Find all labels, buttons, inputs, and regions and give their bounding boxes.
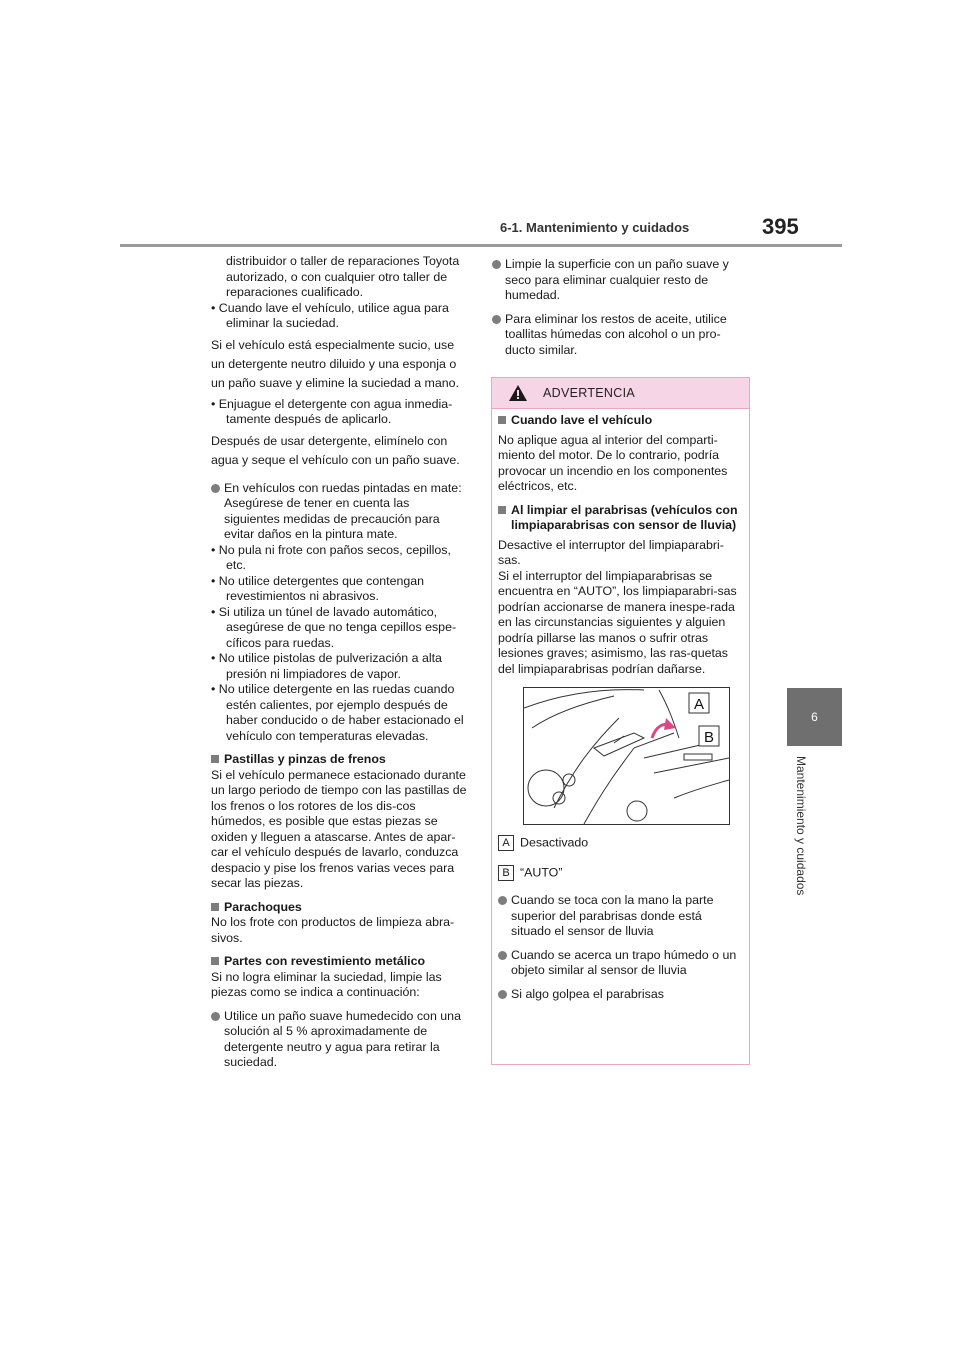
legend-text-b: “AUTO” [520,865,563,880]
section-heading: Parachoques [211,900,467,916]
warning-text: Si el interruptor del limpiaparabrisas se encuentra en “AUTO”, los limpiaparabri-sas podrían accionarse de manera inespe-rada en las circunstancias siguientes y alguien podría pillarse las manos o sufrir otras lesiones graves; asimismo, las ras-quetas del limpiaparabrisas podrían dañarse. [498,568,737,676]
legend-item-a [498,835,742,851]
dash-item: • Si utiliza un túnel de lavado automático, asegúrese de que no tenga cepillos espe-cíficos para ruedas. [211,604,457,650]
warning-header [492,378,749,409]
right-column [492,257,748,358]
page-number: 395 [762,214,799,239]
warning-heading: Cuando lave el vehículo [498,413,742,429]
legend-key-b: B [498,865,514,881]
bullet-item: Utilice un paño suave humedecido con una solución al 5 % aproximadamente de detergente neutro y agua para retirar la suciedad. [211,1009,467,1071]
text-paragraph: No los frote con productos de limpieza abra-sivos. [211,915,455,945]
wiper-switch-illustration [523,687,730,825]
text-paragraph: Si el vehículo está especialmente sucio, use un detergente neutro diluido y una esponja o un paño suave y elimine la suciedad a mano. [211,337,459,390]
dash-item: • Cuando lave el vehículo, utilice agua para eliminar la suciedad. [211,300,449,330]
legend-text-a: Desactivado [520,835,589,850]
chapter-label: Mantenimiento y cuidados [794,756,808,896]
text-paragraph: distribuidor o taller de reparaciones Toyota autorizado, o con cualquier otro taller de reparaciones cualificado. [226,254,460,299]
legend-item-b [498,865,742,881]
text-paragraph: Después de usar detergente, elimínelo con agua y seque el vehículo con un paño suave. [211,433,460,467]
warning-bullet: Si algo golpea el parabrisas [498,987,742,1003]
text-paragraph: Si el vehículo permanece estacionado durante un largo periodo de tiempo con las pastillas de los frenos o los rotores de los dis-cos húmedos, es posible que estas piezas se oxiden y lleguen a atascarse. Antes de apar-car el vehículo después de lavarlo, conduzca despacio y pise los frenos varias veces para secar las piezas. [211,767,467,890]
warning-box [491,377,750,1065]
dash-item: • Enjuague el detergente con agua inmedia-tamente después de aplicarlo. [211,396,453,426]
dash-item: • No utilice pistolas de pulverización a alta presión ni limpiadores de vapor. [211,651,442,681]
warning-heading: Al limpiar el parabrisas (vehículos con limpiaparabrisas con sensor de lluvia) [498,503,742,534]
warning-text: Desactive el interruptor del limpiaparabri-sas. [498,537,724,567]
warning-bullet: Cuando se acerca un trapo húmedo o un objeto similar al sensor de lluvia [498,948,742,979]
section-title: 6-1. Mantenimiento y cuidados [500,220,690,235]
left-column [211,254,467,1071]
figure-label-b: B [703,729,715,746]
section-heading: Pastillas y pinzas de frenos [211,752,467,768]
warning-bullet: Cuando se toca con la mano la parte superior del parabrisas donde está situado el sensor de lluvia [498,893,742,940]
dash-item: • No utilice detergentes que contengan revestimientos ni abrasivos. [211,573,425,603]
dash-item: • No utilice detergente en las ruedas cuando estén calientes, por ejemplo después de haber conducido o de haber estacionado el vehículo con temperaturas elevadas. [211,682,464,743]
figure-label-a: A [693,696,705,713]
section-heading: Partes con revestimiento metálico [211,954,467,970]
legend-key-a: A [498,835,514,851]
warning-text: No aplique agua al interior del comparti-miento del motor. De lo contrario, podría provocar un incendio en los componentes eléctricos, etc. [498,432,728,493]
bullet-item: Para eliminar los restos de aceite, utilice toallitas húmedas con alcohol o un pro-ducto similar. [492,312,748,359]
chapter-tab: 6 [787,688,842,746]
bullet-item: En vehículos con ruedas pintadas en mate: Asegúrese de tener en cuenta las siguientes medidas de precaución para evitar daños en la pintura mate. [211,481,467,543]
header-divider [120,244,842,247]
warning-title: ADVERTENCIA [543,386,635,400]
text-paragraph: Si no logra eliminar la suciedad, limpie las piezas como se indica a continuación: [211,969,442,999]
warning-icon [509,385,527,401]
bullet-item: Limpie la superficie con un paño suave y seco para eliminar cualquier resto de humedad. [492,257,748,304]
dash-item: • No pula ni frote con paños secos, cepillos, etc. [211,542,451,572]
